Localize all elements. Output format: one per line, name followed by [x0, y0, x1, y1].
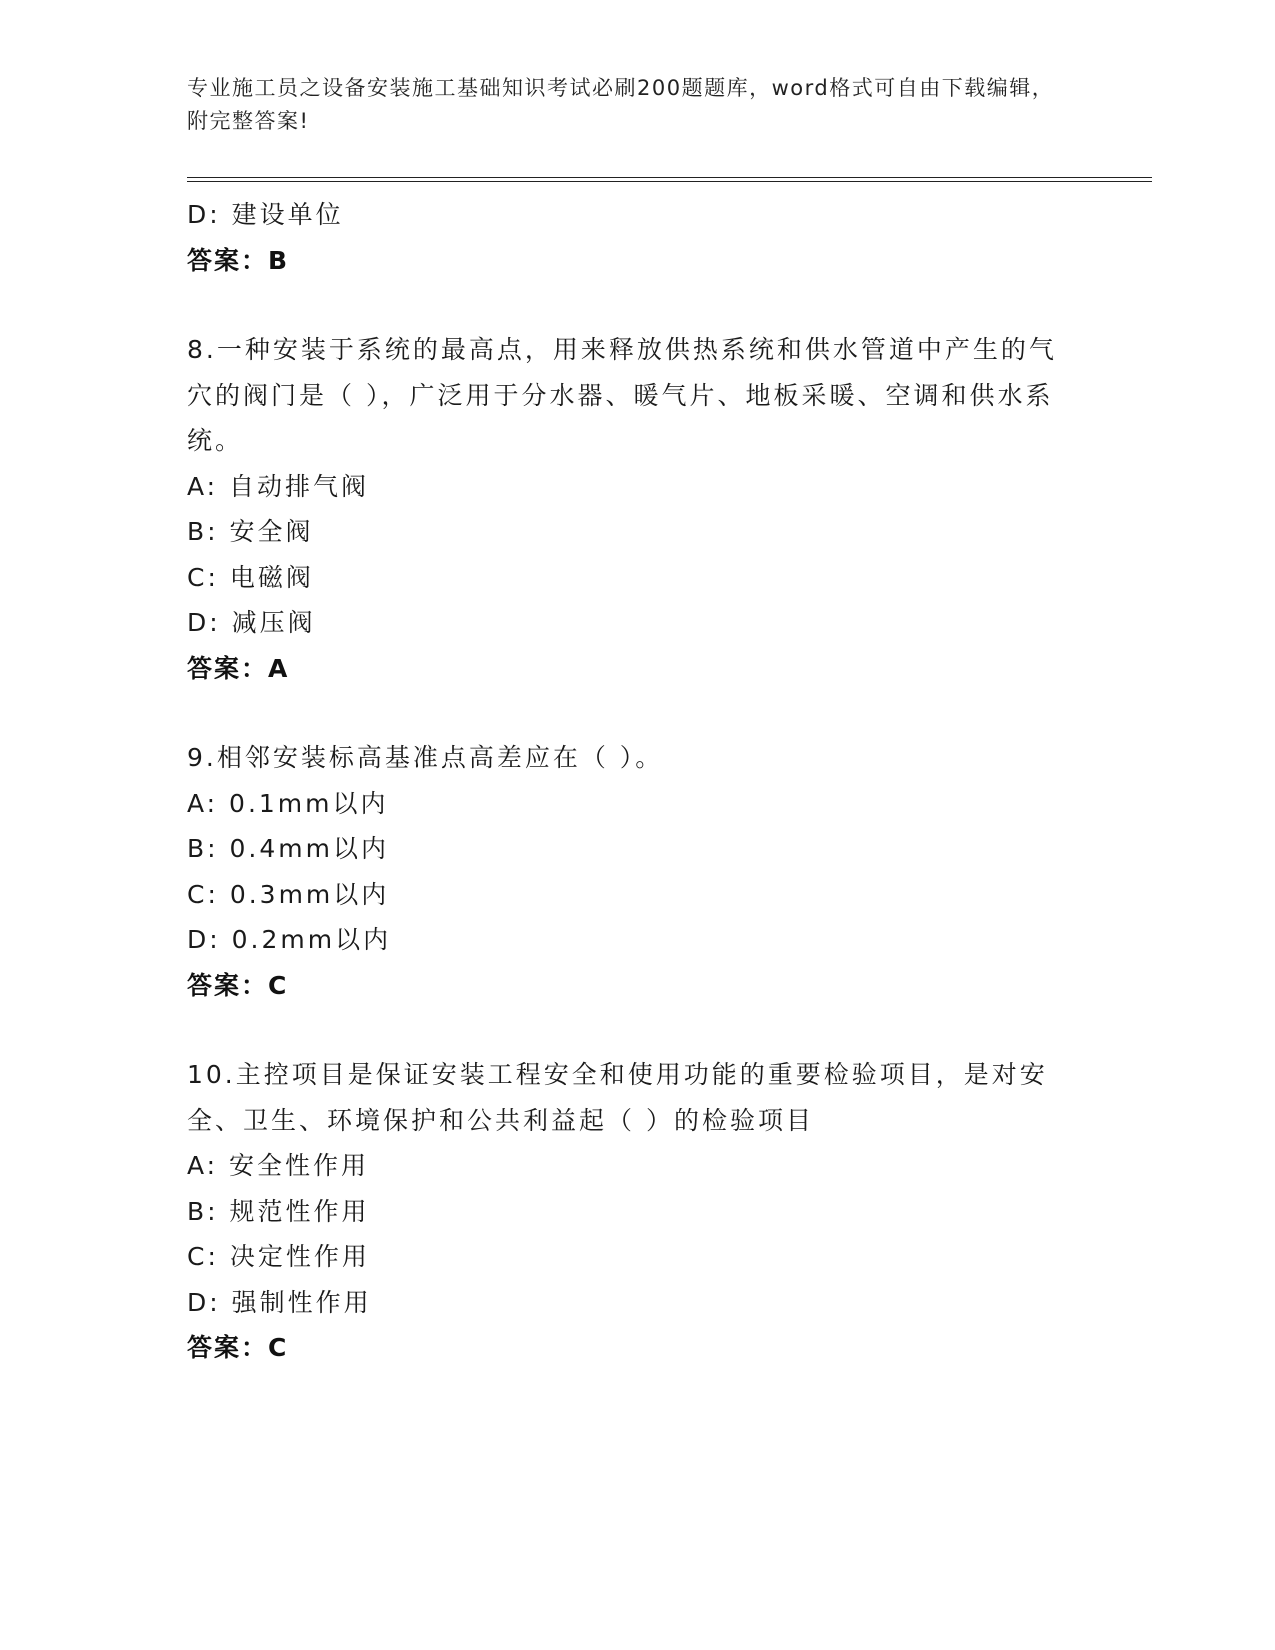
document-body: [187, 192, 1087, 1371]
question-10: [187, 1052, 1087, 1371]
answer-line: 答案：C: [187, 1333, 289, 1362]
header-divider: [187, 177, 1152, 182]
question-fragment: [187, 192, 1087, 283]
option-d: D: 建设单位: [187, 200, 344, 229]
answer-line: 答案：C: [187, 970, 289, 1000]
option-d: D: 减压阀: [187, 608, 316, 637]
document-header: 专业施工员之设备安装施工基础知识考试必刷200题题库，word格式可自由下载编辑，附完整答案!: [187, 76, 1055, 133]
option-a: A: 自动排气阀: [187, 471, 370, 501]
option-a: A: 0.1mm以内: [187, 788, 389, 818]
option-d: D: 强制性作用: [187, 1287, 372, 1317]
option-c: C: 电磁阀: [187, 562, 314, 592]
question-stem: 10.主控项目是保证安装工程安全和使用功能的重要检验项目，是对安全、卫生、环境保护和公共利益起（ ）的检验项目: [187, 1060, 1048, 1135]
answer-line: 答案：A: [187, 653, 290, 683]
answer-line: 答案：B: [187, 245, 290, 275]
option-d: D: 0.2mm以内: [187, 925, 392, 954]
question-stem: 8.一种安装于系统的最高点，用来释放供热系统和供水管道中产生的气穴的阀门是（ ），广泛用于分水器、暖气片、地板采暖、空调和供水系统。: [187, 335, 1057, 455]
option-c: C: 决定性作用: [187, 1242, 370, 1271]
option-b: B: 0.4mm以内: [187, 834, 389, 863]
question-9: [187, 735, 1087, 1008]
option-b: B: 规范性作用: [187, 1196, 370, 1226]
option-c: C: 0.3mm以内: [187, 879, 390, 909]
document-page: [187, 72, 1147, 1362]
question-stem: 9.相邻安装标高基准点高差应在（ ）。: [187, 743, 664, 772]
option-a: A: 安全性作用: [187, 1151, 370, 1180]
question-8: [187, 327, 1087, 691]
option-b: B: 安全阀: [187, 517, 314, 546]
